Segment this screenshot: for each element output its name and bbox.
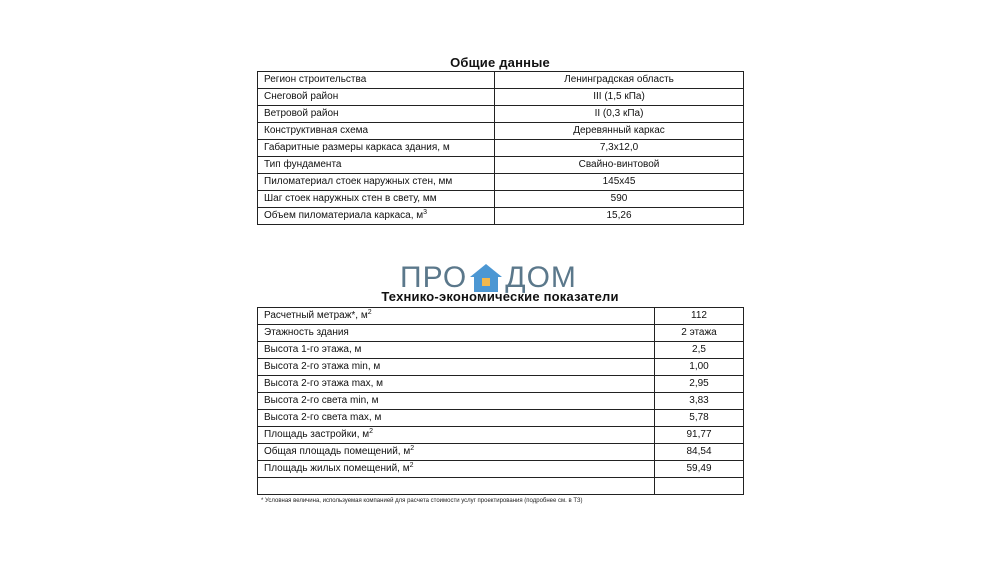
row-label-text: Пиломатериал стоек наружных стен, мм (264, 176, 453, 187)
row-label (258, 427, 655, 444)
row-value: 3,83 (655, 393, 744, 410)
row-label (258, 359, 655, 376)
row-value: 15,26 (495, 208, 744, 225)
row-label-text: Площадь застройки, м (264, 429, 370, 440)
general-data-title: Общие данные (450, 55, 550, 70)
row-value: Деревянный каркас (495, 123, 744, 140)
row-label (258, 376, 655, 393)
row-label-text: Высота 1-го этажа, м (264, 344, 362, 355)
row-value: 59,49 (655, 461, 744, 478)
table-row (258, 123, 744, 140)
row-label (258, 444, 655, 461)
row-label-text: Регион строительства (264, 74, 367, 85)
row-value: 5,78 (655, 410, 744, 427)
table-row (258, 157, 744, 174)
tech-indicators-title: Технико-экономические показатели (381, 289, 619, 304)
row-value: 2 этажа (655, 325, 744, 342)
row-value: II (0,3 кПа) (495, 106, 744, 123)
unit-superscript: 2 (369, 428, 374, 435)
row-label (258, 140, 495, 157)
row-value: Ленинградская область (495, 72, 744, 89)
general-data-table (257, 71, 744, 225)
footnote: * Условная величина, используемая компанией для расчета стоимости услуг проектирования (подробнее см. в ТЗ) (261, 498, 583, 504)
table-row (258, 89, 744, 106)
row-label-text: Шаг стоек наружных стен в свету, мм (264, 193, 437, 204)
tech-indicators-table (257, 307, 744, 495)
row-label (258, 191, 495, 208)
table-row (258, 461, 744, 478)
row-label (258, 325, 655, 342)
row-label-text: Ветровой район (264, 108, 339, 119)
table-row (258, 359, 744, 376)
table-row (258, 308, 744, 325)
table-row (258, 427, 744, 444)
table-row (258, 444, 744, 461)
row-value: 112 (655, 308, 744, 325)
table-row (258, 140, 744, 157)
row-value: 2,5 (655, 342, 744, 359)
unit-superscript: 2 (409, 462, 414, 469)
row-label (258, 342, 655, 359)
row-label-text: Объем пиломатериала каркаса, м (264, 210, 424, 221)
row-value: III (1,5 кПа) (495, 89, 744, 106)
row-label (258, 89, 495, 106)
row-label-text: Расчетный метраж*, м (264, 310, 368, 321)
row-label-text: Общая площадь помещений, м (264, 446, 411, 457)
row-label (258, 478, 655, 495)
table-row (258, 376, 744, 393)
row-value: 2,95 (655, 376, 744, 393)
row-value: 7,3x12,0 (495, 140, 744, 157)
row-value: 145x45 (495, 174, 744, 191)
row-label-text: Высота 2-го света min, м (264, 395, 379, 406)
table-row (258, 191, 744, 208)
row-label (258, 123, 495, 140)
row-label (258, 393, 655, 410)
watermark-right-text: ДОМ (505, 261, 577, 294)
row-label (258, 208, 495, 225)
row-label-text: Этажность здания (264, 327, 349, 338)
row-value: 91,77 (655, 427, 744, 444)
row-label (258, 308, 655, 325)
row-label-text: Площадь жилых помещений, м (264, 463, 410, 474)
row-label-text: Снеговой район (264, 91, 339, 102)
row-value (655, 478, 744, 495)
row-value: 1,00 (655, 359, 744, 376)
unit-superscript: 2 (410, 445, 415, 452)
row-label (258, 461, 655, 478)
unit-superscript: 2 (367, 309, 372, 316)
row-label (258, 72, 495, 89)
row-value: 590 (495, 191, 744, 208)
row-label-text: Высота 2-го этажа max, м (264, 378, 384, 389)
row-value: Свайно-винтовой (495, 157, 744, 174)
table-row (258, 410, 744, 427)
row-label-text: Высота 2-го этажа min, м (264, 361, 381, 372)
row-label-text: Тип фундамента (264, 159, 342, 170)
unit-superscript: 3 (423, 209, 428, 216)
watermark-left-text: ПРО (400, 261, 468, 294)
row-label-text: Габаритные размеры каркаса здания, м (264, 142, 450, 153)
row-label (258, 106, 495, 123)
table-row (258, 325, 744, 342)
row-label (258, 157, 495, 174)
row-label-text: Высота 2-го света max, м (264, 412, 382, 423)
table-row (258, 208, 744, 225)
table-row (258, 393, 744, 410)
row-label (258, 410, 655, 427)
table-row (258, 72, 744, 89)
table-row (258, 342, 744, 359)
table-row (258, 478, 744, 495)
row-label-text: Конструктивная схема (264, 125, 369, 136)
table-row (258, 174, 744, 191)
row-label (258, 174, 495, 191)
row-value: 84,54 (655, 444, 744, 461)
table-row (258, 106, 744, 123)
